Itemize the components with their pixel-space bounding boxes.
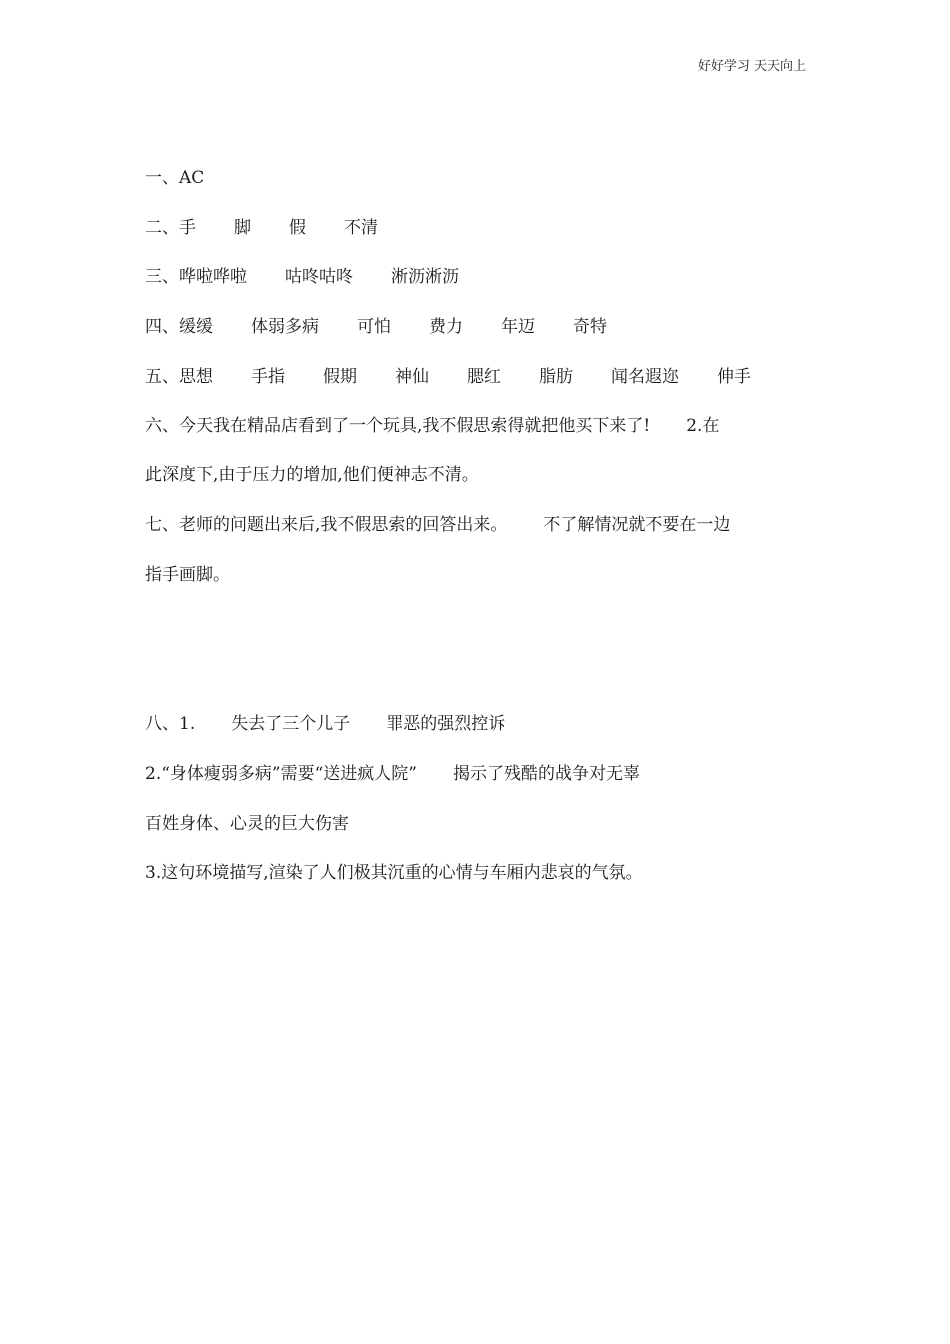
answer-4-prefix: 四、: [145, 317, 179, 337]
answer-3-prefix: 三、: [145, 267, 179, 287]
answer-8-text: 揭示了残酷的战争对无辜: [452, 764, 640, 784]
answer-2: [145, 216, 378, 240]
answer-1-prefix: 一、: [145, 168, 179, 188]
answer-4-item: 可怕: [357, 317, 391, 337]
answer-4-item: 年迈: [501, 317, 535, 337]
answer-8-text: 罪恶的强烈控诉: [386, 714, 506, 734]
answer-5-item: 腮红: [467, 367, 501, 387]
answer-6-text: 2.在: [686, 416, 720, 436]
answer-7-line-1: [145, 513, 730, 537]
answer-7-line-2: 指手画脚。: [145, 565, 230, 585]
answer-8-text: 八、1.: [145, 714, 196, 734]
answer-8-text: 失去了三个儿子: [231, 714, 351, 734]
answer-1: [145, 166, 204, 190]
answer-5-item: 脂肪: [539, 367, 573, 387]
answer-5-item: 伸手: [717, 367, 751, 387]
answer-5-item: 思想: [179, 367, 213, 387]
answer-4-item: 缓缓: [179, 317, 213, 337]
answer-5-item: 闻名遐迩: [611, 367, 679, 387]
answer-5: [145, 365, 751, 389]
answer-2-item: 不清: [344, 218, 378, 238]
answer-3-item: 哗啦哗啦: [179, 267, 247, 287]
answer-6-line-2: 此深度下,由于压力的增加,他们便神志不清。: [145, 465, 479, 485]
answer-5-item: 手指: [251, 367, 285, 387]
page-header: 好好学习 天天向上: [697, 59, 806, 74]
answer-2-prefix: 二、: [145, 218, 179, 238]
answer-8-line-3: 百姓身体、心灵的巨大伤害: [145, 814, 349, 834]
answer-5-prefix: 五、: [145, 367, 179, 387]
answer-4-item: 奇特: [573, 317, 607, 337]
answer-8-line-1: [145, 712, 505, 736]
answer-8-line-4: 3.这句环境描写,渲染了人们极其沉重的心情与车厢内悲哀的气氛。: [145, 863, 643, 883]
answer-3: [145, 265, 459, 289]
answer-5-item: 假期: [323, 367, 357, 387]
answer-7-text: 不了解情况就不要在一边: [543, 515, 731, 535]
answer-3-item: 咕咚咕咚: [285, 267, 353, 287]
answer-4: [145, 315, 607, 339]
answer-5-item: 神仙: [395, 367, 429, 387]
answer-2-item: 假: [289, 218, 306, 238]
answer-4-item: 费力: [429, 317, 463, 337]
answer-6-line-1: [145, 414, 719, 438]
answer-7-text: 七、老师的问题出来后,我不假思索的回答出来。: [145, 515, 508, 535]
answer-8-line-2: [145, 762, 640, 786]
answer-6-text: 六、今天我在精品店看到了一个玩具,我不假思索得就把他买下来了!: [145, 416, 651, 436]
answer-8-text: 2.“身体瘦弱多病”需要“送进疯人院”: [145, 764, 417, 784]
answer-1-item: AC: [179, 168, 205, 188]
answer-3-item: 淅沥淅沥: [391, 267, 459, 287]
answer-4-item: 体弱多病: [251, 317, 319, 337]
answer-2-item: 脚: [234, 218, 251, 238]
answer-2-item: 手: [179, 218, 196, 238]
